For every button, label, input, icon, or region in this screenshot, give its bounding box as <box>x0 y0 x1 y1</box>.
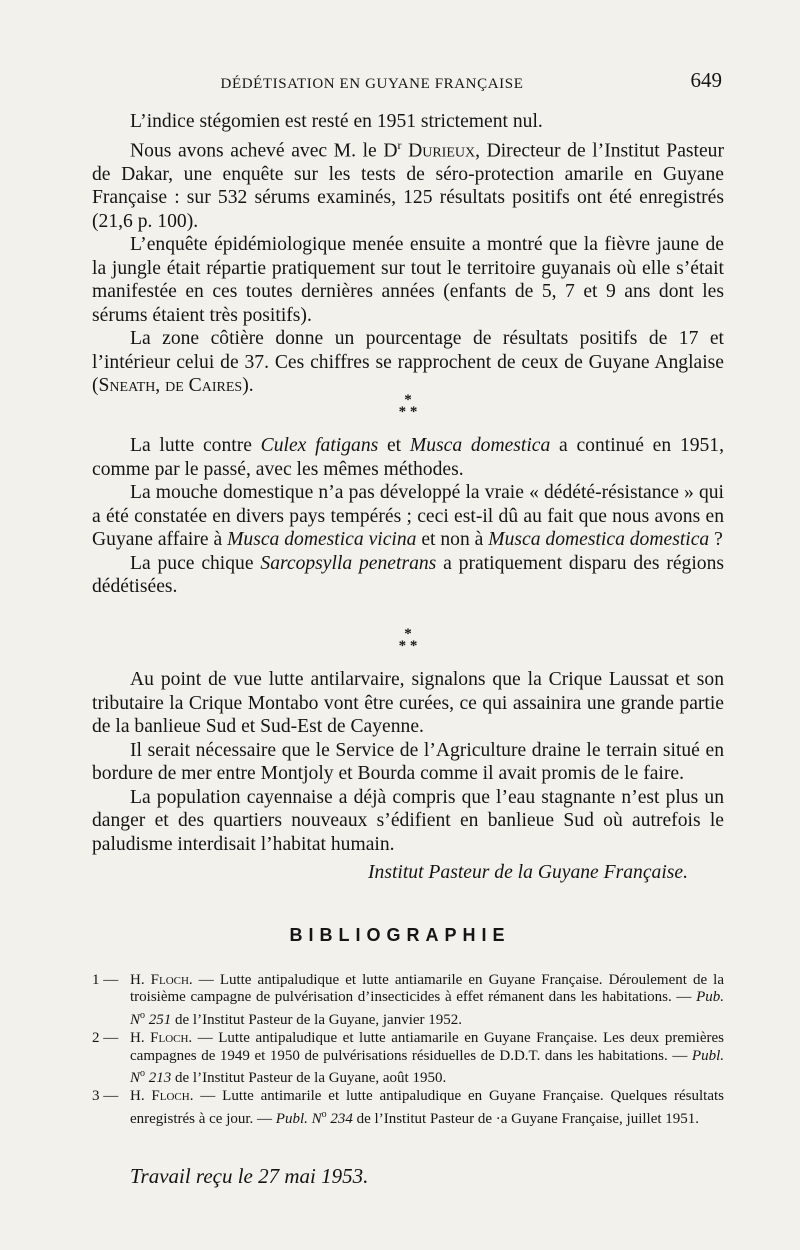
page-number: 649 <box>690 68 722 92</box>
bibliography-heading: BIBLIOGRAPHIE <box>289 925 511 945</box>
institution-signature: Institut Pasteur de la Guyane Française. <box>368 862 688 883</box>
section-2 <box>92 434 724 599</box>
paragraph-3: L’enquête épidémiologique menée ensuite a montré que la fièvre jaune de la jungle était répartie pratiquement sur tout le territoire guyanais où elle s’était manifestée en ces toutes dernières années (enfants de 5, 7 et 9 ans dont les sérums étaient très positifs). <box>92 234 724 326</box>
section-divider-1: * * * <box>398 392 418 420</box>
reference-item: 3 — H. Floch. — Lutte antimarile et lutte antipaludique en Guyane Française. Quelques résultats enregistrés à ce jour. — Publ. $N^o$ 234 de l’Institut Pasteur de ·a Guyane Française, juillet 1951. <box>92 1088 724 1127</box>
running-title: DÉDÉTISATION EN GUYANE FRANÇAISE <box>220 76 524 92</box>
reference-number: 1 — <box>92 972 119 988</box>
section-1 <box>92 110 724 398</box>
paragraph-9: Il serait nécessaire que le Service de l’Agriculture draine le terrain situé en bordure de mer entre Montjoly et Bourda comme il avait promis de le faire. <box>92 739 724 784</box>
reference-number: 3 — <box>92 1088 119 1105</box>
received-date: Travail reçu le 27 mai 1953. <box>130 1164 369 1188</box>
paragraph-4: La zone côtière donne un pourcentage de résultats positifs de 17 et l’intérieur celui de 37. Ces chiffres se rapprochent de ceux de Guyane Anglaise (Sneath, de Caires). <box>92 328 724 397</box>
section-3 <box>92 668 724 856</box>
reference-item: 1 — H. Floch. — Lutte antipaludique et lutte antiamarile en Guyane Française. Déroulement de la troisième campagne de pulvérisation d’insecticides à effet rémanent dans les habitations. — Pub. $N^o$ 251 de l’Institut Pasteur de la Guyane, janvier 1952. <box>92 972 724 1028</box>
paragraph-7: La puce chique Sarcopsylla penetrans a pratiquement disparu des régions dédétisées. <box>92 552 725 597</box>
paragraph-1: L’indice stégomien est resté en 1951 strictement nul. <box>130 111 543 132</box>
reference-author: H. Floch. <box>130 1088 194 1105</box>
reference-number: 2 — <box>92 1030 119 1047</box>
paragraph-10: La population cayennaise a déjà compris que l’eau stagnante n’est plus un danger et des quartiers nouveaux s’édifient en banlieue Sud où autrefois le paludisme interdisait l’habitat humain. <box>92 786 724 855</box>
reference-author: H. Floch. <box>130 972 193 988</box>
reference-item: 2 — H. Floch. — Lutte antipaludique et lutte antiamarile en Guyane Française. Les deux premières campagnes de 1949 et 1950 de pulvérisations résiduelles de D.D.T. dans les habitations. — Publ. $N^o$ 213 de l’Institut Pasteur de la Guyane, août 1950. <box>92 1030 724 1087</box>
paragraph-2: Nous avons achevé avec M. le $D^r$ Durieux, Directeur de l’Institut Pasteur de Dakar, une enquête sur les tests de séro-protection amarile en Guyane Française : sur 532 sérums examinés, 125 résultats positifs ont été enregistrés (21,6 p. 100). <box>92 137 724 232</box>
reference-author: H. Floch. <box>130 1030 193 1047</box>
paragraph-5: La lutte contre Culex fatigans et Musca domestica a continué en 1951, comme par le passé, avec les mêmes méthodes. <box>92 435 724 480</box>
section-divider-2: * * * <box>398 626 418 654</box>
author-names: Sneath, de Caires <box>98 375 243 397</box>
running-head <box>92 66 722 100</box>
paragraph-6: La mouche domestique n’a pas développé la vraie « dédété-résistance » qui a été constatée en divers pays tempérés ; ceci est-il dû au fait que nous avons en Guyane affaire à Musca domestica vicina et non à Musca domestica domestica ? <box>92 482 724 550</box>
author-name: Durieux <box>408 140 476 162</box>
bibliography-list <box>92 972 724 1129</box>
paragraph-8: Au point de vue lutte antilarvaire, signalons que la Crique Laussat et son tributaire la Crique Montabo vont être curées, ce qui assainira une grande partie de la banlieue Sud et Sud-Est de Cayenne. <box>92 669 724 737</box>
